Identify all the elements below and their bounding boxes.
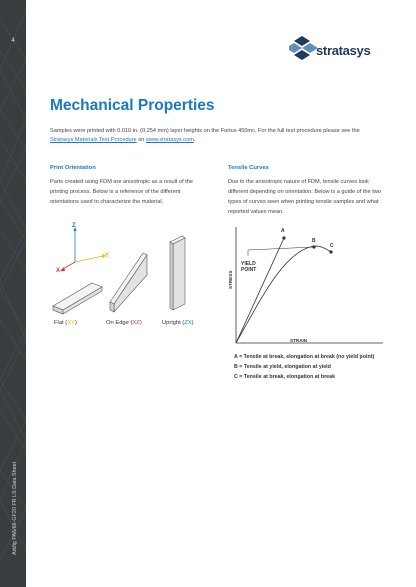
upright-label: Upright (ZX): [162, 320, 194, 326]
on-edge-block: [110, 253, 147, 312]
point-c-label: C: [330, 243, 334, 249]
strain-axis-label: STRAIN: [290, 338, 308, 343]
legend-item-c: C = Tensile at break, elongation at break: [234, 374, 336, 380]
tensile-curves-heading: Tensile Curves: [228, 165, 269, 171]
point-a: [282, 236, 285, 239]
tensile-curve-diagram: [228, 225, 388, 350]
x-axis-label: X: [56, 268, 61, 274]
legend-item-b: B = Tensile at yield, elongation at yield: [234, 364, 331, 370]
intro-text: Samples were printed with 0.010 in. (0.254 mm) layer heights on the Fortus 450mc. For the full test procedure please see the: [50, 128, 360, 134]
x-axis-line: [63, 262, 75, 269]
stratasys-website-link[interactable]: www.stratasys.com: [145, 137, 194, 143]
document-title-vertical: Arkfig PA6/66-GF20 FR LS Data Sheet: [12, 461, 18, 555]
yield-point-label: YIELD POINT: [241, 261, 257, 273]
z-axis-label: Z: [72, 223, 76, 229]
sidebar: [0, 0, 26, 587]
point-c: [329, 250, 332, 253]
y-axis-line: [75, 256, 103, 262]
flat-label: Flat (XY): [54, 320, 77, 326]
upright-block: [170, 236, 185, 310]
tensile-legend: [234, 352, 374, 382]
point-a-label: A: [281, 228, 285, 234]
tensile-curve-graph: [228, 225, 388, 350]
stratasys-logo-icon: [289, 34, 317, 64]
print-orientation-text: Parts created using FDM are anisotropic as a result of the printing process. Below is a reference of the different orientations used to characterize the material.: [50, 179, 194, 205]
intro-mid: on: [136, 137, 146, 143]
on-edge-label: On Edge (XZ): [106, 320, 142, 326]
logo-text: stratasys: [316, 43, 371, 58]
legend-item-a: A = Tensile at break, elongation at break (no yield point): [234, 354, 375, 360]
page-number: 4: [11, 37, 15, 44]
curve-a: [236, 238, 284, 343]
intro-end: .: [193, 137, 196, 143]
stratasys-logo: [289, 34, 389, 64]
page-title: Mechanical Properties: [50, 97, 215, 114]
test-procedure-link[interactable]: Stratasys Materials Test Procedure: [50, 137, 137, 143]
print-orientation-heading: Print Orientation: [50, 165, 96, 171]
y-axis-label: Y: [105, 253, 110, 259]
stress-axis-label: STRESS: [228, 270, 233, 289]
x-axis-arrow: [60, 267, 65, 271]
print-orientation-diagram: [50, 220, 215, 340]
intro-paragraph: [50, 127, 380, 145]
flat-block: [53, 283, 102, 314]
point-b-label: B: [312, 238, 316, 244]
tensile-curves-text: Due to the anisotropic nature of FDM, tensile curves look different depending on orientation. Below is a guide of the two types of curves seen when printing tensile samples and what reported values mean.: [228, 179, 381, 215]
